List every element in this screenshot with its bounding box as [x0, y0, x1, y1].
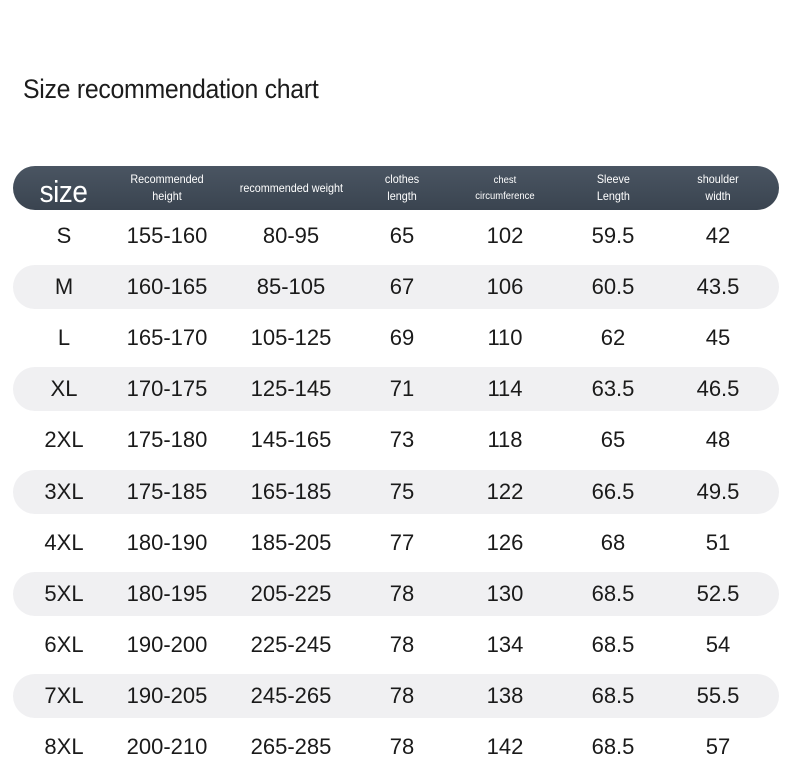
table-row [13, 312, 779, 363]
table-header [13, 166, 779, 210]
cell-size: S [56, 222, 72, 248]
cell-weight: 245-265 [250, 683, 332, 709]
cell-sleeve: 68 [600, 529, 626, 555]
cell-height: 155-160 [126, 222, 208, 248]
cell-height: 200-210 [126, 734, 208, 760]
cell-length: 78 [389, 734, 415, 760]
table-row [13, 722, 779, 773]
table-row [13, 572, 779, 616]
header-sleeve [569, 171, 657, 205]
header-shoulder-line1: shoulder [697, 172, 739, 186]
cell-height: 175-185 [126, 478, 208, 504]
cell-weight: 185-205 [250, 529, 332, 555]
cell-weight: 205-225 [250, 580, 332, 606]
table-row [13, 517, 779, 568]
cell-sleeve: 62 [600, 324, 626, 350]
cell-chest: 138 [486, 683, 524, 709]
cell-sleeve: 68.5 [591, 632, 635, 658]
cell-height: 165-170 [126, 324, 208, 350]
cell-chest: 122 [486, 478, 524, 504]
header-clothes-length-line2: length [387, 189, 417, 203]
cell-shoulder: 57 [705, 734, 731, 760]
cell-size: 8XL [44, 734, 84, 760]
cell-weight: 225-245 [250, 632, 332, 658]
cell-size: L [57, 324, 71, 350]
cell-shoulder: 52.5 [696, 580, 740, 606]
header-weight [219, 180, 363, 197]
cell-size: 3XL [44, 478, 84, 504]
cell-length: 75 [389, 478, 415, 504]
cell-chest: 114 [487, 376, 523, 402]
cell-chest: 142 [486, 734, 524, 760]
header-shoulder [657, 171, 779, 205]
cell-length: 78 [389, 580, 415, 606]
table-row [13, 620, 779, 671]
cell-chest: 134 [486, 632, 524, 658]
cell-height: 170-175 [126, 376, 208, 402]
cell-shoulder: 45 [705, 324, 731, 350]
cell-length: 71 [389, 376, 415, 402]
cell-chest: 118 [487, 427, 523, 453]
cell-length: 65 [389, 222, 415, 248]
cell-chest: 102 [486, 222, 524, 248]
cell-shoulder: 51 [705, 529, 731, 555]
header-sleeve-line2: Length [596, 189, 630, 203]
header-size [13, 166, 115, 210]
cell-sleeve: 59.5 [591, 222, 635, 248]
cell-shoulder: 48 [705, 427, 731, 453]
cell-shoulder: 55.5 [696, 683, 740, 709]
cell-size: 4XL [44, 529, 84, 555]
cell-size: 5XL [44, 580, 84, 606]
cell-sleeve: 60.5 [591, 273, 635, 299]
header-chest-line1: chest [493, 174, 517, 186]
cell-shoulder: 46.5 [696, 376, 740, 402]
cell-height: 160-165 [126, 273, 208, 299]
cell-weight: 265-285 [250, 734, 332, 760]
table-row [13, 367, 779, 411]
header-size-label: size [40, 174, 88, 209]
cell-sleeve: 68.5 [591, 580, 635, 606]
cell-length: 78 [389, 632, 415, 658]
header-clothes-length-line1: clothes [384, 172, 420, 186]
cell-sleeve: 68.5 [591, 683, 635, 709]
cell-length: 67 [389, 273, 415, 299]
cell-length: 69 [389, 324, 415, 350]
cell-weight: 125-145 [250, 376, 332, 402]
cell-chest: 106 [486, 273, 524, 299]
cell-weight: 105-125 [250, 324, 332, 350]
cell-chest: 110 [487, 324, 523, 350]
cell-length: 73 [389, 427, 415, 453]
cell-sleeve: 65 [600, 427, 626, 453]
header-chest [441, 172, 569, 204]
header-clothes-length [363, 171, 441, 205]
cell-sleeve: 63.5 [591, 376, 635, 402]
cell-shoulder: 49.5 [696, 478, 740, 504]
cell-chest: 130 [486, 580, 524, 606]
header-height-label: Recommended height [130, 172, 204, 203]
cell-height: 175-180 [126, 427, 208, 453]
table-row [13, 265, 779, 309]
page-title: Size recommendation chart [23, 74, 319, 104]
cell-sleeve: 68.5 [591, 734, 635, 760]
cell-height: 180-190 [126, 529, 208, 555]
cell-length: 78 [389, 683, 415, 709]
cell-weight: 165-185 [250, 478, 332, 504]
header-weight-label: recommended weight [239, 180, 343, 195]
cell-size: 7XL [44, 683, 84, 709]
cell-height: 190-205 [126, 683, 208, 709]
cell-size: 2XL [44, 427, 84, 453]
cell-shoulder: 42 [705, 222, 731, 248]
cell-weight: 145-165 [250, 427, 332, 453]
header-shoulder-line2: width [705, 189, 731, 203]
table-row [13, 415, 779, 466]
cell-weight: 85-105 [256, 273, 326, 299]
header-sleeve-line1: Sleeve [596, 172, 630, 186]
cell-weight: 80-95 [262, 222, 320, 248]
cell-sleeve: 66.5 [591, 478, 635, 504]
cell-height: 190-200 [126, 632, 208, 658]
header-height [115, 171, 219, 205]
table-row [13, 210, 779, 261]
cell-chest: 126 [486, 529, 524, 555]
header-chest-line2: circumference [475, 190, 535, 202]
cell-shoulder: 43.5 [696, 273, 740, 299]
cell-shoulder: 54 [705, 632, 731, 658]
size-table [13, 166, 779, 773]
cell-size: M [54, 273, 74, 299]
table-row [13, 470, 779, 514]
cell-height: 180-195 [126, 580, 208, 606]
table-row [13, 674, 779, 718]
cell-size: 6XL [44, 632, 84, 658]
cell-size: XL [50, 376, 78, 402]
cell-length: 77 [389, 529, 415, 555]
